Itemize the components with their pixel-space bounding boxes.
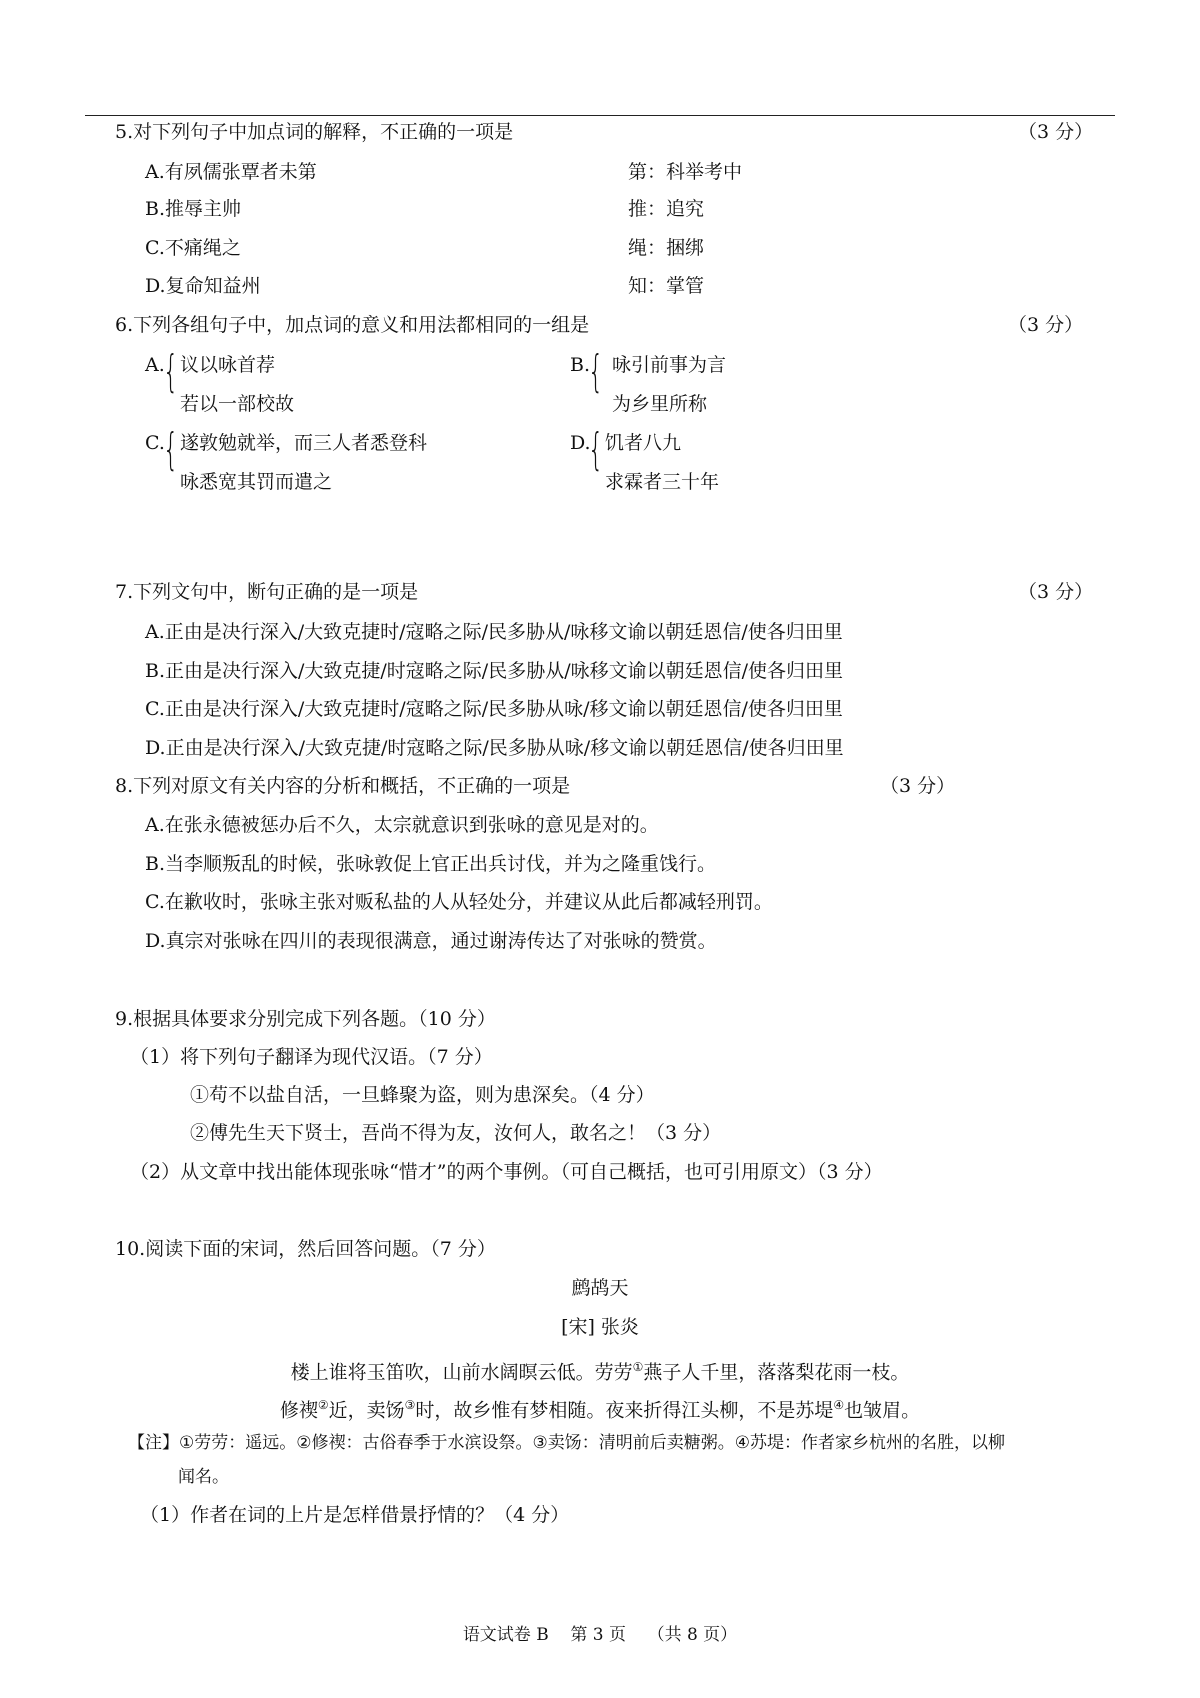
q5-gloss-d: 知：掌管	[628, 275, 705, 297]
q9-sub1: （1）将下列句子翻译为现代汉语。（7 分）	[130, 1046, 493, 1068]
q6-label-c: C.	[145, 432, 165, 454]
q5-gloss-a: 第：科举考中	[628, 161, 743, 183]
q7-option-c: C.正由是决行深入/大致克捷时/寇略之际/民多胁从咏/移文谕以朝廷恩信/使各归田里	[145, 698, 843, 720]
q7-option-b: B.正由是决行深入/大致克捷/时寇略之际/民多胁从/咏移文谕以朝廷恩信/使各归田里	[145, 660, 844, 682]
q5-option-b: B.推辱主帅	[145, 198, 242, 220]
q9-sentence-1: ①苟不以盐自活，一旦蜂聚为盗，则为患深矣。（4 分）	[190, 1084, 655, 1106]
page-footer: 语文试卷 B 第 3 页 （共 8 页）	[462, 1625, 738, 1645]
q6-c-sentence-2: 咏悉宽其罚而遣之	[180, 471, 333, 493]
q6-stem: 6.下列各组句子中，加点词的意义和用法都相同的一组是	[115, 314, 590, 336]
q7-score: （3 分）	[1018, 581, 1094, 603]
q9-stem: 9.根据具体要求分别完成下列各题。（10 分）	[115, 1008, 496, 1030]
q6-label-d: D.	[570, 432, 591, 454]
q8-stem: 8.下列对原文有关内容的分析和概括，不正确的一项是	[115, 775, 571, 797]
poem-line-2: 修禊②近，卖饧③时，故乡惟有梦相随。夜来折得江头柳，不是苏堤④也皱眉。	[279, 1398, 921, 1422]
q6-c-sentence-1: 遂敦勉就举，而三人者悉登科	[180, 432, 428, 454]
q6-label-b: B.	[570, 354, 591, 376]
q7-option-a: A.正由是决行深入/大致克捷时/寇略之际/民多胁从/咏移文谕以朝廷恩信/使各归田里	[145, 621, 843, 643]
q7-option-d: D.正由是决行深入/大致克捷/时寇略之际/民多胁从咏/移文谕以朝廷恩信/使各归田里	[145, 737, 844, 759]
brace-icon: {	[588, 424, 604, 475]
brace-icon: {	[163, 346, 179, 397]
q7-stem: 7.下列文句中，断句正确的是一项是	[115, 581, 419, 603]
brace-icon: {	[588, 346, 604, 397]
poem-title: 鹧鸪天	[571, 1277, 629, 1299]
q10-stem: 10.阅读下面的宋词，然后回答问题。（7 分）	[115, 1238, 496, 1260]
poem-line-1: 楼上谁将玉笛吹，山前水阔暝云低。劳劳①燕子人千里，落落梨花雨一枝。	[290, 1360, 910, 1384]
poem-note-2: 闻名。	[178, 1467, 229, 1487]
q9-sub2: （2）从文章中找出能体现张咏“惜才”的两个事例。（可自己概括，也可引用原文）（3 分）	[130, 1161, 883, 1183]
q6-score: （3 分）	[1008, 314, 1084, 336]
q5-option-a: A.有夙儒张覃者未第	[145, 161, 317, 183]
q6-d-sentence-1: 饥者八九	[605, 432, 682, 454]
brace-icon: {	[163, 424, 179, 475]
q8-option-d: D.真宗对张咏在四川的表现很满意，通过谢涛传达了对张咏的赞赏。	[145, 930, 717, 952]
q5-stem: 5.对下列句子中加点词的解释，不正确的一项是	[115, 121, 514, 143]
q5-gloss-c: 绳：捆绑	[628, 237, 705, 259]
q10-sub1: （1）作者在词的上片是怎样借景抒情的？（4 分）	[140, 1504, 570, 1526]
q6-a-sentence-1: 议以咏首荐	[180, 354, 276, 376]
q8-score: （3 分）	[880, 775, 956, 797]
q6-a-sentence-2: 若以一部校故	[180, 393, 295, 415]
q5-score: （3 分）	[1018, 121, 1094, 143]
q6-b-sentence-1: 咏引前事为言	[612, 354, 727, 376]
q8-option-a: A.在张永德被惩办后不久，太宗就意识到张咏的意见是对的。	[145, 814, 659, 836]
q9-sentence-2: ②傅先生天下贤士，吾尚不得为友，汝何人，敢名之！（3 分）	[190, 1122, 722, 1144]
q6-b-sentence-2: 为乡里所称	[612, 393, 708, 415]
q5-gloss-b: 推：追究	[628, 198, 705, 220]
q8-option-b: B.当李顺叛乱的时候，张咏敦促上官正出兵讨伐，并为之隆重饯行。	[145, 853, 717, 875]
q8-option-c: C.在歉收时，张咏主张对贩私盐的人从轻处分，并建议从此后都减轻刑罚。	[145, 891, 773, 913]
top-rule	[85, 115, 1115, 116]
q5-option-d: D.复命知益州	[145, 275, 261, 297]
q6-d-sentence-2: 求霖者三十年	[605, 471, 720, 493]
q5-option-c: C.不痛绳之	[145, 237, 241, 259]
poem-note-1: 【注】①劳劳：遥远。②修禊：古俗春季于水滨设祭。③卖饧：清明前后卖糖粥。④苏堤：作者家乡杭州的名胜，以柳	[128, 1433, 1005, 1453]
q6-label-a: A.	[145, 354, 165, 376]
poem-author: [宋] 张炎	[561, 1316, 639, 1338]
